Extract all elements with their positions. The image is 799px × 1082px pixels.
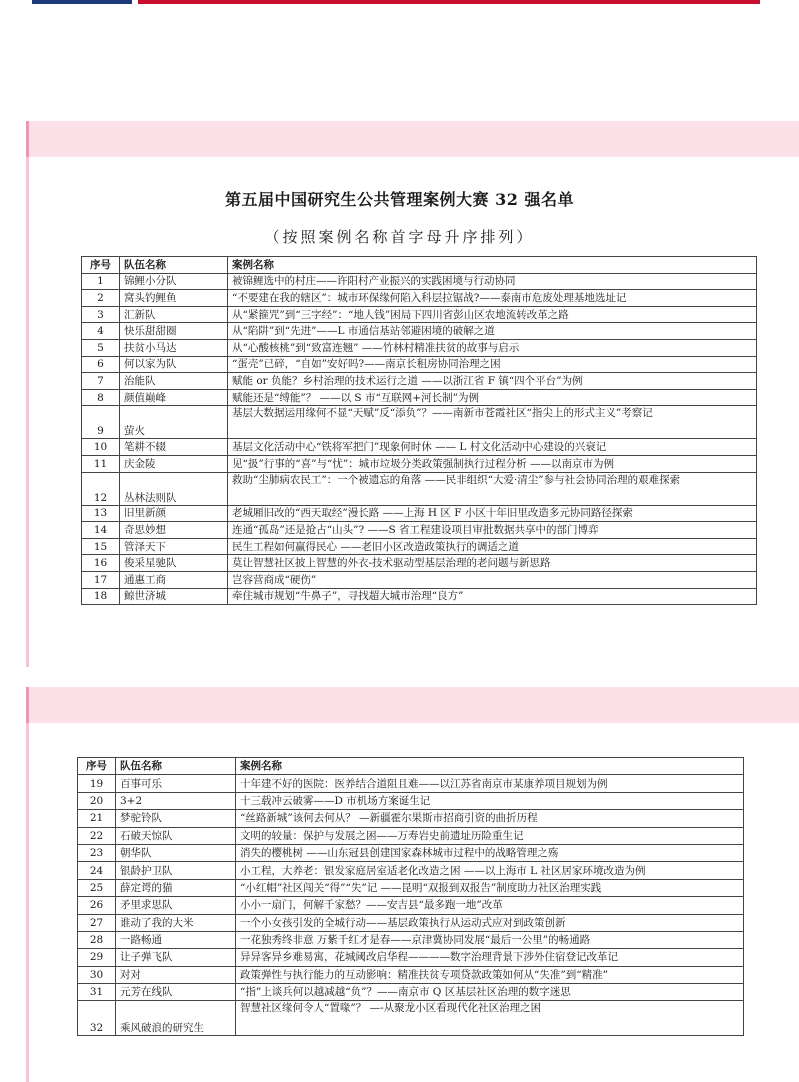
- team-name: 笔耕不辍: [120, 439, 228, 456]
- team-name: 薛定谔的猫: [116, 879, 236, 896]
- table-row: [82, 339, 757, 356]
- table-row: [78, 1001, 744, 1036]
- team-name: 窝头钓鲤鱼: [120, 290, 228, 307]
- team-name: 让子弹飞队: [116, 949, 236, 966]
- case-table-part2: [77, 757, 744, 1036]
- row-number: 16: [82, 555, 120, 572]
- table-row: [82, 290, 757, 307]
- case-name: 从“陷阱”到“先进”——L 市通信基站邻避困境的破解之道: [228, 323, 757, 340]
- case-name: 十年建不好的医院：医养结合道阻且难——以江苏省南京市某康养项目规划为例: [236, 775, 744, 792]
- row-number: 24: [78, 862, 116, 879]
- team-name: 矛里求思队: [116, 897, 236, 914]
- table-row: [82, 522, 757, 539]
- table-row: [78, 810, 744, 827]
- table-row: [78, 914, 744, 931]
- header-bar-blue: [32, 0, 132, 4]
- team-name: 管泽天下: [120, 538, 228, 555]
- row-number: 22: [78, 827, 116, 844]
- case-name: 救助“尘肺病农民工”：一个被遗忘的角落 ——民非组织“大爱·清尘”参与社会协同治理的艰难探索: [228, 472, 757, 505]
- case-name: 赋能还是“缚能”？ ——以 S 市“互联网+河长制”为例: [228, 389, 757, 406]
- team-name: 通惠工商: [120, 571, 228, 588]
- case-name: “小红帽”社区闯关“得”“失”记 ——昆明“双报到双报告”制度助力社区治理实践: [236, 879, 744, 896]
- table-row: [82, 356, 757, 373]
- row-number: 10: [82, 439, 120, 456]
- row-number: 27: [78, 914, 116, 931]
- team-name: 颜值巅峰: [120, 389, 228, 406]
- team-name: 扶贫小马达: [120, 339, 228, 356]
- team-name: 3+2: [116, 792, 236, 809]
- row-number: 3: [82, 306, 120, 323]
- case-name: “蛋壳”已碎，“自如”安好吗?——南京长租房协同治理之困: [228, 356, 757, 373]
- row-number: 7: [82, 373, 120, 390]
- row-number: 20: [78, 792, 116, 809]
- header-bar-red: [138, 0, 760, 4]
- team-name: 鲸世济城: [120, 588, 228, 605]
- header-team: 队伍名称: [120, 257, 228, 274]
- row-number: 6: [82, 356, 120, 373]
- row-number: 1: [82, 273, 120, 290]
- team-name: 快乐甜甜圈: [120, 323, 228, 340]
- case-name: 基层大数据运用缘何不显“天赋”反“添负”？——南新市苍霞社区“指尖上的形式主义”考察记: [228, 406, 757, 439]
- table-row: [82, 323, 757, 340]
- team-name: 梦驼铃队: [116, 810, 236, 827]
- case-name: 智慧社区缘何令人“置喙”？ —-从聚龙小区看现代化社区治理之困: [236, 1001, 744, 1036]
- row-number: 29: [78, 949, 116, 966]
- table-row: [78, 775, 744, 792]
- row-number: 5: [82, 339, 120, 356]
- case-name: “不要建在我的辖区”：城市环保缘何陷入科层拉锯战?——泰南市危废处理基地选址记: [228, 290, 757, 307]
- table-row: [82, 555, 757, 572]
- table-row: [82, 538, 757, 555]
- team-name: 俊采星驰队: [120, 555, 228, 572]
- row-number: 23: [78, 844, 116, 861]
- team-name: 丛林法则队: [120, 472, 228, 505]
- row-number: 14: [82, 522, 120, 539]
- case-name: 牵住城市规划“牛鼻子”，寻找超大城市治理“良方”: [228, 588, 757, 605]
- section-band-bottom: [26, 687, 799, 723]
- row-number: 9: [82, 406, 120, 439]
- team-name: 乘风破浪的研究生: [116, 1001, 236, 1036]
- table-row: [78, 984, 744, 1001]
- table-row: [78, 931, 744, 948]
- table-row: [82, 588, 757, 605]
- header-team: 队伍名称: [116, 758, 236, 775]
- case-name: 一个小女孩引发的全城行动——基层政策执行从运动式应对到政策创新: [236, 914, 744, 931]
- band-edge: [26, 687, 29, 723]
- page-title: 第五届中国研究生公共管理案例大赛 32 强名单: [225, 190, 574, 209]
- case-name: 从“紧箍咒”到“三字经”：“地人钱”困局下四川省彭山区农地流转改革之路: [228, 306, 757, 323]
- team-name: 萤火: [120, 406, 228, 439]
- team-name: 朝华队: [116, 844, 236, 861]
- row-number: 26: [78, 897, 116, 914]
- table-row: [82, 389, 757, 406]
- row-number: 2: [82, 290, 120, 307]
- team-name: 庆金陵: [120, 455, 228, 472]
- case-name: 民生工程如何赢得民心 ——老旧小区改造政策执行的调适之道: [228, 538, 757, 555]
- header-case: 案例名称: [236, 758, 744, 775]
- table-row: [82, 373, 757, 390]
- table-row: [82, 505, 757, 522]
- row-number: 17: [82, 571, 120, 588]
- row-number: 18: [82, 588, 120, 605]
- case-name: “丝路新城”该何去何从？ —新疆霍尔果斯市招商引资的曲折历程: [236, 810, 744, 827]
- team-name: 元芳在线队: [116, 984, 236, 1001]
- table-row: [78, 897, 744, 914]
- case-name: 小工程，大养老：银发家庭居室适老化改造之困 ——以上海市 L 社区居家环境改造为例: [236, 862, 744, 879]
- row-number: 28: [78, 931, 116, 948]
- table-row: [78, 879, 744, 896]
- row-number: 13: [82, 505, 120, 522]
- case-table-part1: [81, 256, 757, 605]
- table-row: [78, 949, 744, 966]
- table-row: [82, 571, 757, 588]
- row-number: 32: [78, 1001, 116, 1036]
- case-name: 小小一扇门，何解千家愁？——安吉县“最多跑一地”改革: [236, 897, 744, 914]
- case-name: 文明的较量：保护与发展之困——万寿岩史前遗址历险重生记: [236, 827, 744, 844]
- case-name: 见“扱”行事的“喜”与“忧”：城市垃圾分类政策强制执行过程分析 ——以南京市为例: [228, 455, 757, 472]
- table-row: [82, 306, 757, 323]
- row-number: 31: [78, 984, 116, 1001]
- case-name: 基层文化活动中心“铁将军把门”现象何时休 —— L 村文化活动中心建设的兴衰记: [228, 439, 757, 456]
- row-number: 12: [82, 472, 120, 505]
- band-edge: [26, 121, 29, 157]
- team-name: 百事可乐: [116, 775, 236, 792]
- table-row: [82, 406, 757, 439]
- case-name: 一花独秀终非意 万紫千红才是春——京津冀协同发展“最后一公里”的畅通路: [236, 931, 744, 948]
- team-name: 何以家为队: [120, 356, 228, 373]
- table-row: [82, 472, 757, 505]
- case-name: 莫让智慧社区披上智慧的外衣-技术驱动型基层治理的老问题与新思路: [228, 555, 757, 572]
- case-name: 异异客异乡难易寓，花城阈改启华程————数字治理背景下涉外住宿登记改革记: [236, 949, 744, 966]
- table-row: [78, 792, 744, 809]
- team-name: 银龄护卫队: [116, 862, 236, 879]
- table-row: [78, 862, 744, 879]
- team-name: 治能队: [120, 373, 228, 390]
- case-name: 消失的樱桃树 ——山东冠县创建国家森林城市过程中的战略管理之殇: [236, 844, 744, 861]
- row-number: 19: [78, 775, 116, 792]
- case-name: 被锦鲤选中的村庄——许阳村产业振兴的实践困境与行动协同: [228, 273, 757, 290]
- page-subtitle: （按照案例名称首字母升序排列）: [264, 228, 535, 246]
- row-number: 8: [82, 389, 120, 406]
- case-name: 政策弹性与执行能力的互动影响：精准扶贫专项贷款政策如何从“失准”到“精准”: [236, 966, 744, 983]
- margin-line: [26, 723, 29, 1082]
- case-name: 连通“孤岛”还是抢占“山头”? ——S 省工程建设项目审批数据共享中的部门博弈: [228, 522, 757, 539]
- row-number: 4: [82, 323, 120, 340]
- section-band-top: [26, 121, 799, 157]
- row-number: 21: [78, 810, 116, 827]
- header-case: 案例名称: [228, 257, 757, 274]
- table-row: [82, 439, 757, 456]
- team-name: 一路畅通: [116, 931, 236, 948]
- row-number: 11: [82, 455, 120, 472]
- case-name: 赋能 or 负能？乡村治理的技术运行之道 ——以浙江省 F 镇“四个平台”为例: [228, 373, 757, 390]
- team-name: 奇思妙想: [120, 522, 228, 539]
- team-name: 谁动了我的大米: [116, 914, 236, 931]
- team-name: 旧里新颜: [120, 505, 228, 522]
- header-no: 序号: [82, 257, 120, 274]
- table-row: [78, 827, 744, 844]
- case-name: 老城厢旧改的“西天取经”漫长路 ——上海 H 区 F 小区十年旧里改造多元协同路径探索: [228, 505, 757, 522]
- row-number: 25: [78, 879, 116, 896]
- row-number: 30: [78, 966, 116, 983]
- team-name: 汇新队: [120, 306, 228, 323]
- table-row: [82, 273, 757, 290]
- table-row: [82, 455, 757, 472]
- row-number: 15: [82, 538, 120, 555]
- case-name: “指”上谈兵何以越减越“负”？——南京市 Q 区基层社区治理的数字迷思: [236, 984, 744, 1001]
- team-name: 石破天惊队: [116, 827, 236, 844]
- team-name: 锦鲤小分队: [120, 273, 228, 290]
- table-row: [78, 844, 744, 861]
- header-no: 序号: [78, 758, 116, 775]
- team-name: 对对: [116, 966, 236, 983]
- table-row: [78, 966, 744, 983]
- case-name: 从“心酸核桃”到“致富连翘” ——竹林村精准扶贫的故事与启示: [228, 339, 757, 356]
- case-name: 十三载冲云破雾——D 市机场方案诞生记: [236, 792, 744, 809]
- case-name: 岂容营商成“硬伤”: [228, 571, 757, 588]
